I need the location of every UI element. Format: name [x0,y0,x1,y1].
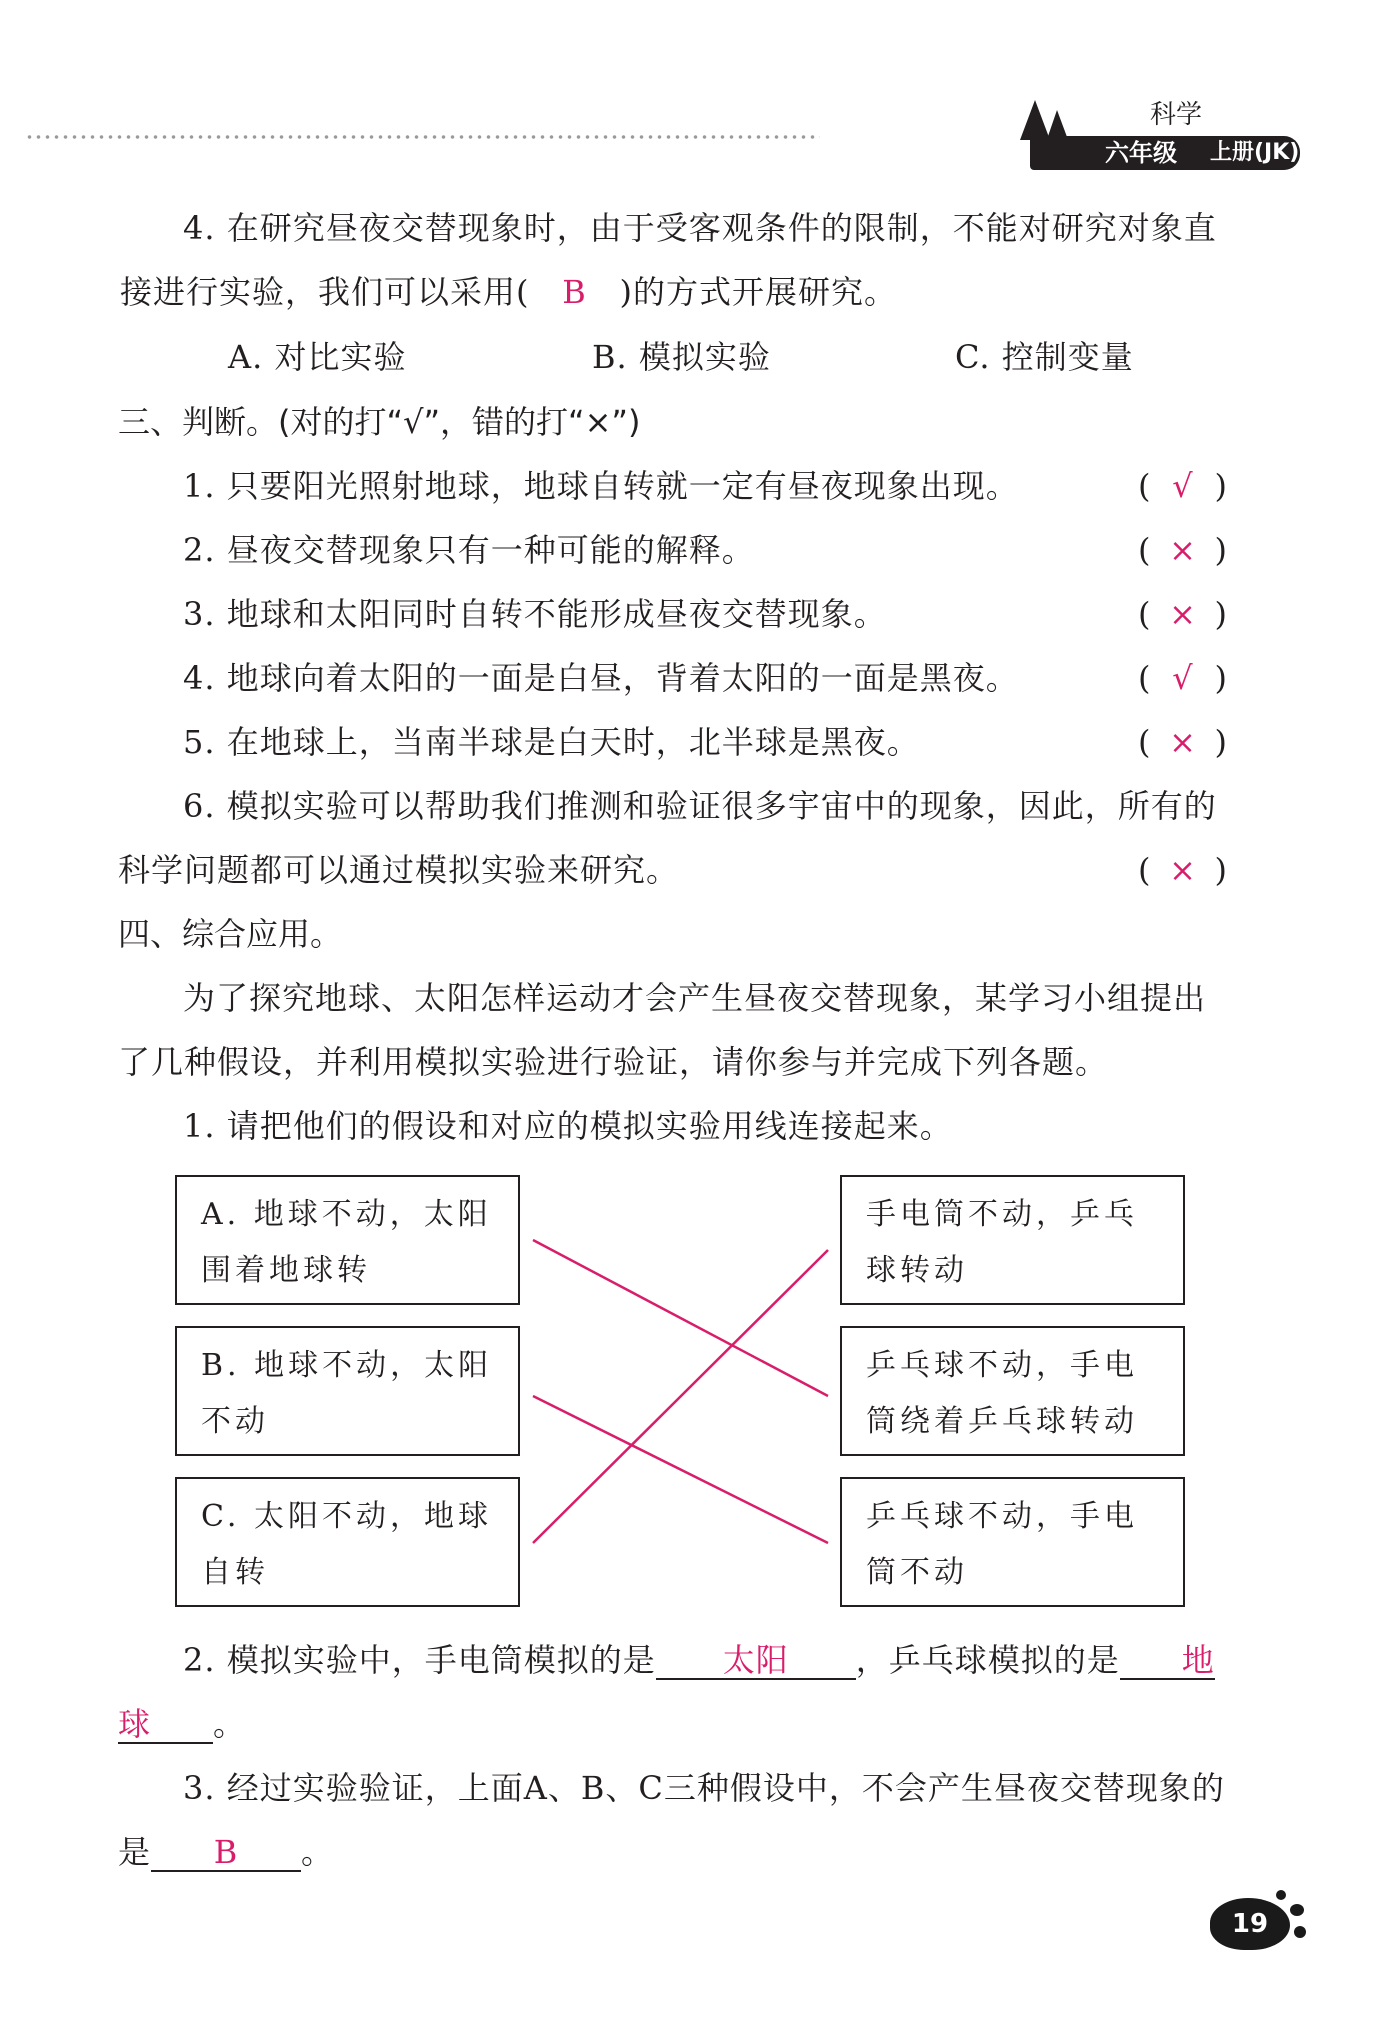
q4-option-c: C. 控制变量 [955,338,1134,376]
section4-intro-line1: 为了探究地球、太阳怎样运动才会产生昼夜交替现象，某学习小组提出 [183,979,1207,1017]
judge-answer-2: × [1169,531,1196,569]
judge-item-6-line1: 6. 模拟实验可以帮助我们推测和验证很多宇宙中的现象，因此，所有的 [183,787,1217,825]
q4-line2-post: )的方式开展研究。 [619,273,897,311]
section4-q2-line2 [118,1704,246,1744]
section4-intro-line2: 了几种假设，并利用模拟实验进行验证，请你参与并完成下列各题。 [118,1043,1109,1081]
q4-option-a: A. 对比实验 [228,338,407,376]
section3-title: 三、判断。(对的打“√”，错的打“×”) [118,403,641,441]
q2-answer-2b: 球 [118,1704,213,1744]
q2-mid: ，乒乓球模拟的是 [855,1641,1120,1679]
q2-answer-1: 太阳 [656,1640,856,1680]
judge-paren-5: ( × ) [1138,723,1227,761]
dot-icon [1290,1904,1304,1916]
judge-paren-1: ( √ ) [1138,467,1227,505]
q2-answer-2a: 地 [1120,1640,1215,1680]
experiment-box-2: 乒乓球不动，手电筒绕着乒乓球转动 [840,1326,1185,1456]
page-number: 19 [1231,1909,1269,1939]
judge-item-3: 3. 地球和太阳同时自转不能形成昼夜交替现象。 [183,595,887,633]
judge-item-2: 2. 昼夜交替现象只有一种可能的解释。 [183,531,755,569]
hypothesis-box-b: B. 地球不动，太阳不动 [175,1326,520,1456]
q4-option-b: B. 模拟实验 [592,338,771,376]
judge-item-4: 4. 地球向着太阳的一面是白昼，背着太阳的一面是黑夜。 [183,659,1019,697]
judge-answer-5: × [1169,723,1196,761]
judge-item-1: 1. 只要阳光照射地球，地球自转就一定有昼夜现象出现。 [183,467,1019,505]
dot-icon [1294,1926,1306,1938]
grade-label: 六年级 [1105,139,1177,167]
subject-label: 科学 [1150,100,1203,130]
experiment-box-3: 乒乓球不动，手电筒不动 [840,1477,1185,1607]
judge-item-6-line2: 科学问题都可以通过模拟实验来研究。 [118,851,680,889]
q3-answer: B [151,1832,301,1872]
q2-end: 。 [213,1705,247,1743]
judge-paren-3: ( × ) [1138,595,1227,633]
q4-line1: 4. 在研究昼夜交替现象时，由于受客观条件的限制，不能对研究对象直 [183,209,1217,247]
judge-answer-1: √ [1172,467,1193,505]
hypothesis-box-c: C. 太阳不动，地球自转 [175,1477,520,1607]
match-line-a-2 [533,1240,828,1396]
section4-title: 四、综合应用。 [118,915,343,953]
judge-answer-3: × [1169,595,1196,633]
q3-end: 。 [301,1833,335,1871]
section4-q2-line1 [183,1640,1215,1680]
judge-paren-4: ( √ ) [1138,659,1227,697]
q4-answer: B [562,273,587,311]
section4-q3-line1: 3. 经过实验验证，上面A、B、C三种假设中，不会产生昼夜交替现象的 [183,1769,1225,1807]
judge-paren-6: ( × ) [1138,851,1227,889]
page-number-badge [1210,1898,1305,1950]
q4-line2-pre: 接进行实验，我们可以采用( [120,273,530,311]
match-line-c-1 [533,1250,828,1543]
q2-pre: 2. 模拟实验中，手电筒模拟的是 [183,1641,656,1679]
section4-q1: 1. 请把他们的假设和对应的模拟实验用线连接起来。 [183,1107,953,1145]
judge-paren-2: ( × ) [1138,531,1227,569]
judge-answer-6: × [1169,851,1196,889]
match-line-b-3 [533,1396,828,1543]
judge-item-5: 5. 在地球上，当南半球是白天时，北半球是黑夜。 [183,723,920,761]
section4-q3-line2 [118,1832,334,1872]
hypothesis-box-a: A. 地球不动，太阳围着地球转 [175,1175,520,1305]
dot-icon [1276,1890,1286,1900]
volume-label: 上册(JK) [1210,140,1300,165]
q3-pre: 是 [118,1833,152,1871]
judge-answer-4: √ [1172,659,1193,697]
experiment-box-1: 手电筒不动，乒乓球转动 [840,1175,1185,1305]
